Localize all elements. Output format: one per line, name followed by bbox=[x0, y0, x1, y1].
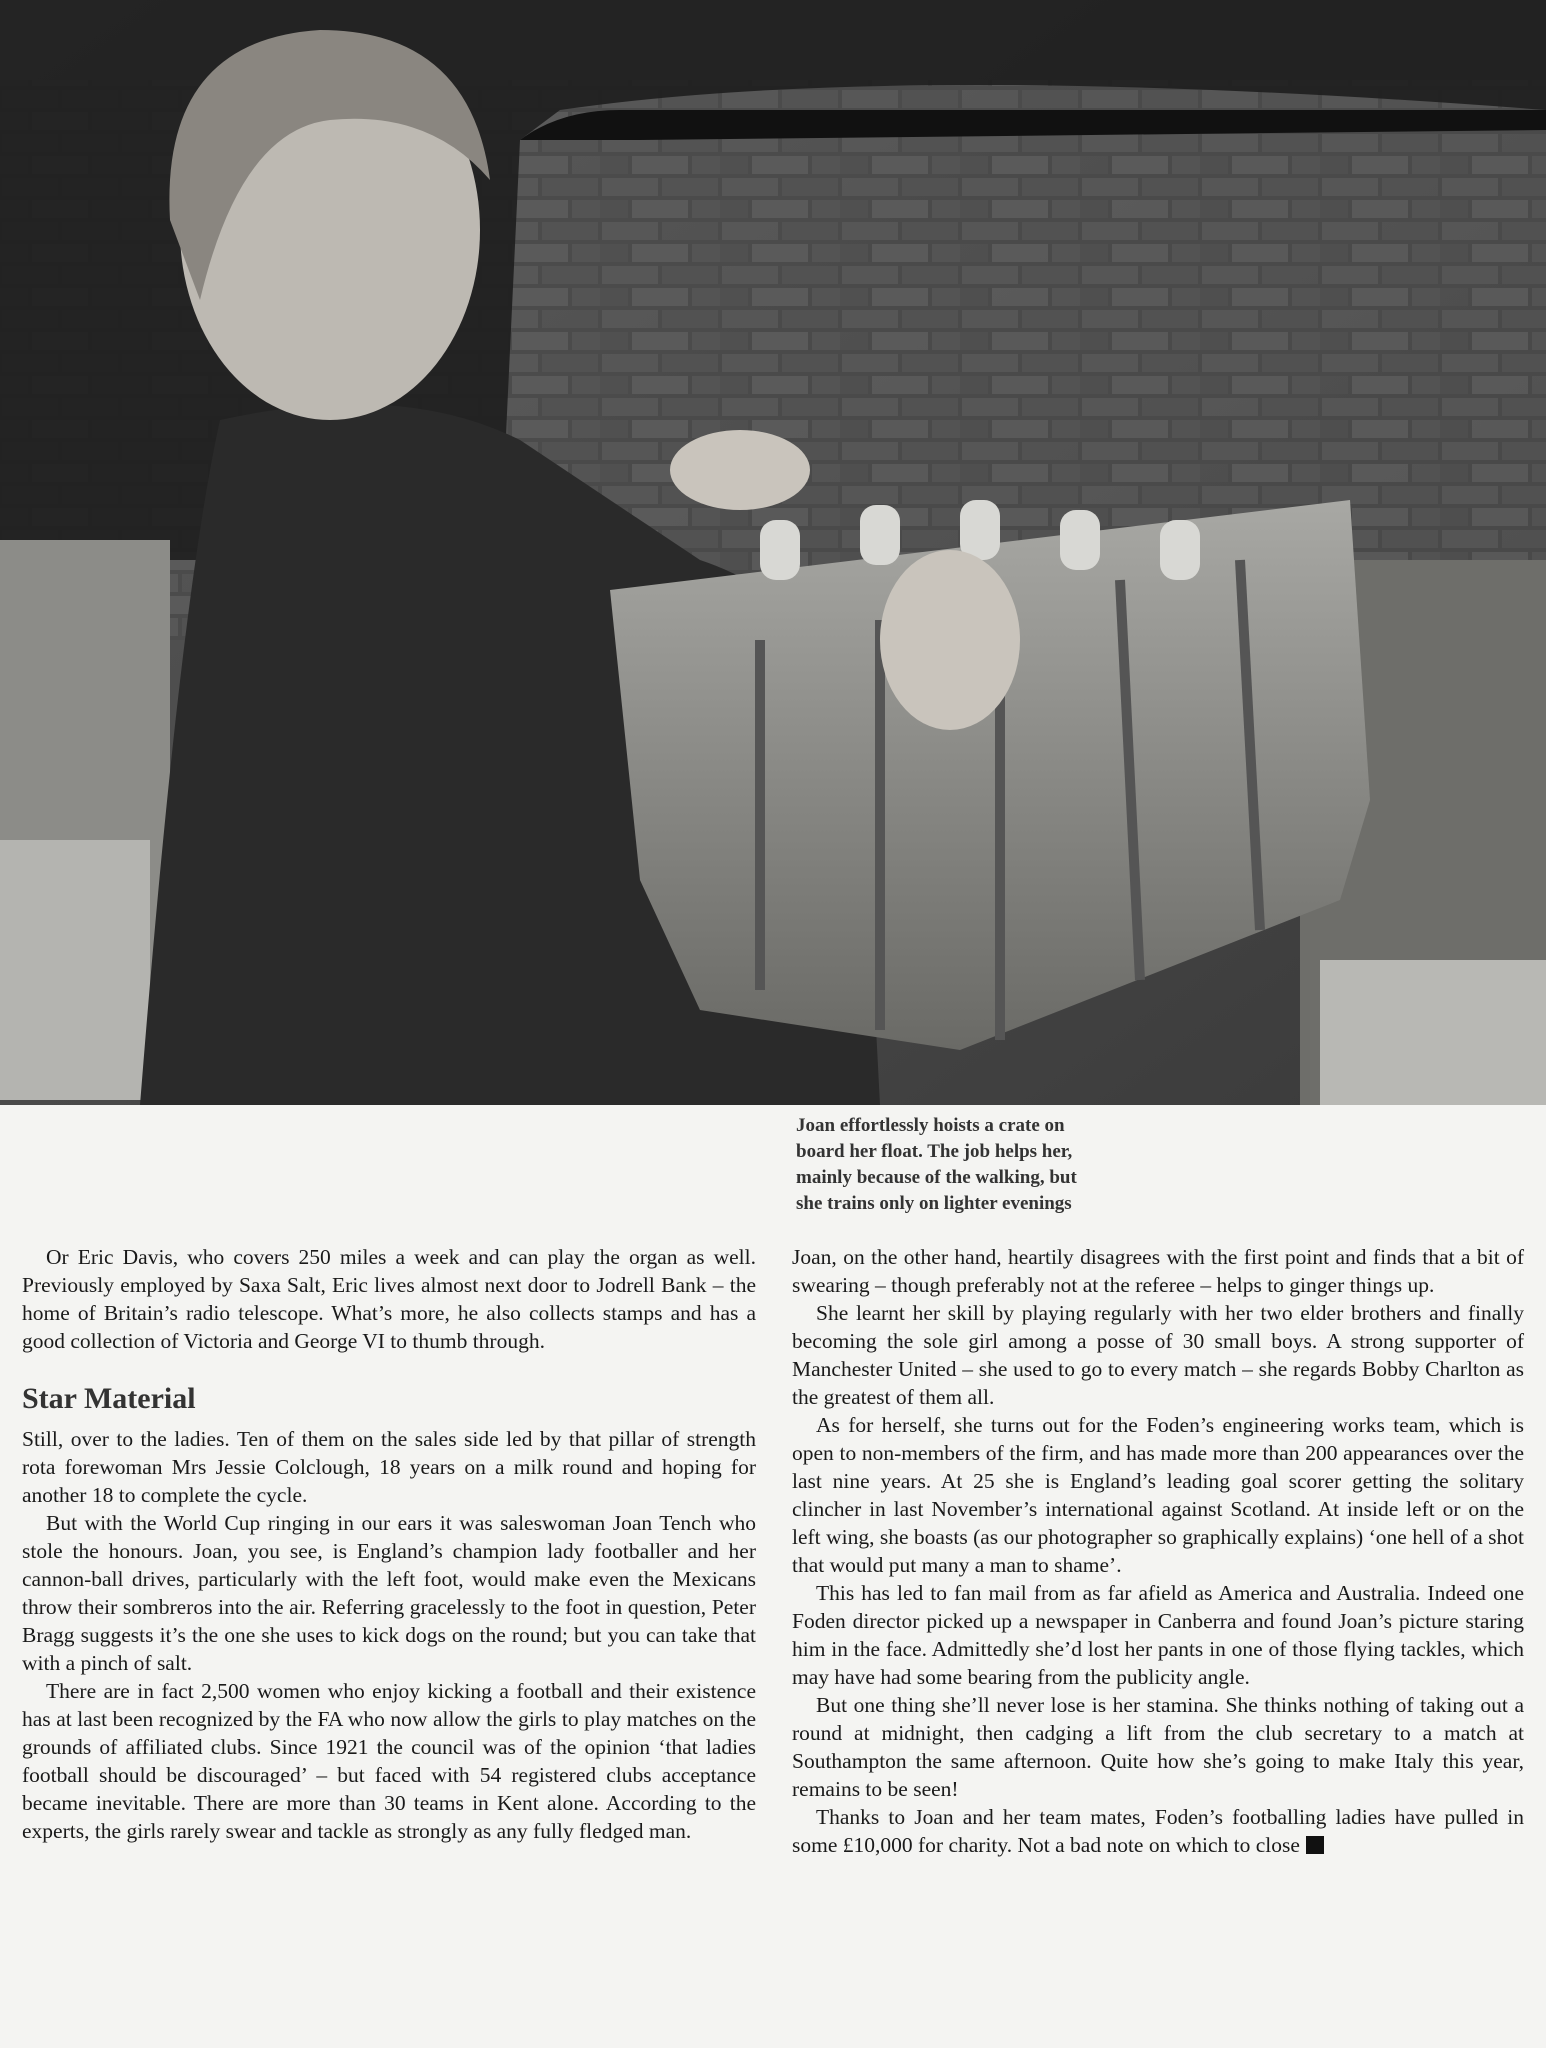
paragraph: But with the World Cup ringing in our ears it was saleswoman Joan Tench who stole the honours. Joan, you see, is England’s champion lady footballer and her cannon-ball drives, particularly with the left foot, would make even the Mexicans throw their sombreros into the air. Referring gracelessly to the foot in question, Peter Bragg suggests it’s the one she uses to kick dogs on the round; but you can take that with a pinch of salt. bbox=[22, 1511, 756, 1675]
caption-line: board her float. The job helps her, bbox=[796, 1141, 1073, 1162]
left-column bbox=[22, 1243, 756, 1845]
paragraph: This has led to fan mail from as far afield as America and Australia. Indeed one Foden director picked up a newspaper in Canberra and found Joan’s picture staring him in the face. Admittedly she’d lost her pants in one of those flying tackles, which may have had some bearing from the publicity angle. bbox=[792, 1581, 1524, 1689]
paragraph: She learnt her skill by playing regularly with her two elder brothers and finally becoming the sole girl among a posse of 30 small boys. A strong supporter of Manchester United – she used to go to every match – she regards Bobby Charlton as the greatest of them all. bbox=[792, 1301, 1524, 1409]
caption-line: mainly because of the walking, but bbox=[796, 1167, 1077, 1188]
section-heading: Star Material bbox=[22, 1382, 196, 1415]
final-paragraph bbox=[792, 1803, 1524, 1859]
paragraph: There are in fact 2,500 women who enjoy kicking a football and their existence has at last been recognized by the FA who now allow the girls to play matches on the grounds of affiliated clubs. Since 1921 the council was of the opinion ‘that ladies football should be discouraged’ – but faced with 54 registered clubs acceptance became inevitable. There are more than 30 teams in Kent alone. According to the experts, the girls rarely swear and tackle as strongly as any fully fledged man. bbox=[22, 1679, 756, 1843]
right-column bbox=[792, 1243, 1524, 1859]
paragraph: Still, over to the ladies. Ten of them on the sales side led by that pillar of strength rota forewoman Mrs Jessie Colclough, 18 years on a milk round and hoping for another 18 to complete the cycle. bbox=[22, 1427, 756, 1507]
photo-caption bbox=[796, 1113, 1176, 1217]
paragraph: Joan, on the other hand, heartily disagrees with the first point and finds that a bit of swearing – though preferably not at the referee – helps to ginger things up. bbox=[792, 1245, 1524, 1297]
final-text: Thanks to Joan and her team mates, Foden’s footballing ladies have pulled in some £10,000 for charity. Not a bad note on which to close bbox=[792, 1805, 1524, 1857]
paragraph: But one thing she’ll never lose is her stamina. She thinks nothing of taking out a round at midnight, then cadging a lift from the club secretary to a match at Southampton the same afternoon. Quite how she’s going to make Italy this year, remains to be seen! bbox=[792, 1693, 1524, 1801]
caption-line: Joan effortlessly hoists a crate on bbox=[796, 1115, 1065, 1136]
end-mark-icon bbox=[1306, 1836, 1324, 1854]
paragraph: As for herself, she turns out for the Foden’s engineering works team, which is open to non-members of the firm, and has made more than 200 appearances over the last nine years. At 25 she is England’s leading goal scorer getting the solitary clincher in last November’s international against Scotland. At inside left or on the left wing, she boasts (as our photographer so graphically explains) ‘one hell of a shot that would put many a man to shame’. bbox=[792, 1413, 1524, 1577]
caption-line: she trains only on lighter evenings bbox=[796, 1193, 1072, 1214]
intro-paragraph: Or Eric Davis, who covers 250 miles a week and can play the organ as well. Previously employed by Saxa Salt, Eric lives almost next door to Jodrell Bank – the home of Britain’s radio telescope. What’s more, he also collects stamps and has a good collection of Victoria and George VI to thumb through. bbox=[22, 1245, 756, 1353]
